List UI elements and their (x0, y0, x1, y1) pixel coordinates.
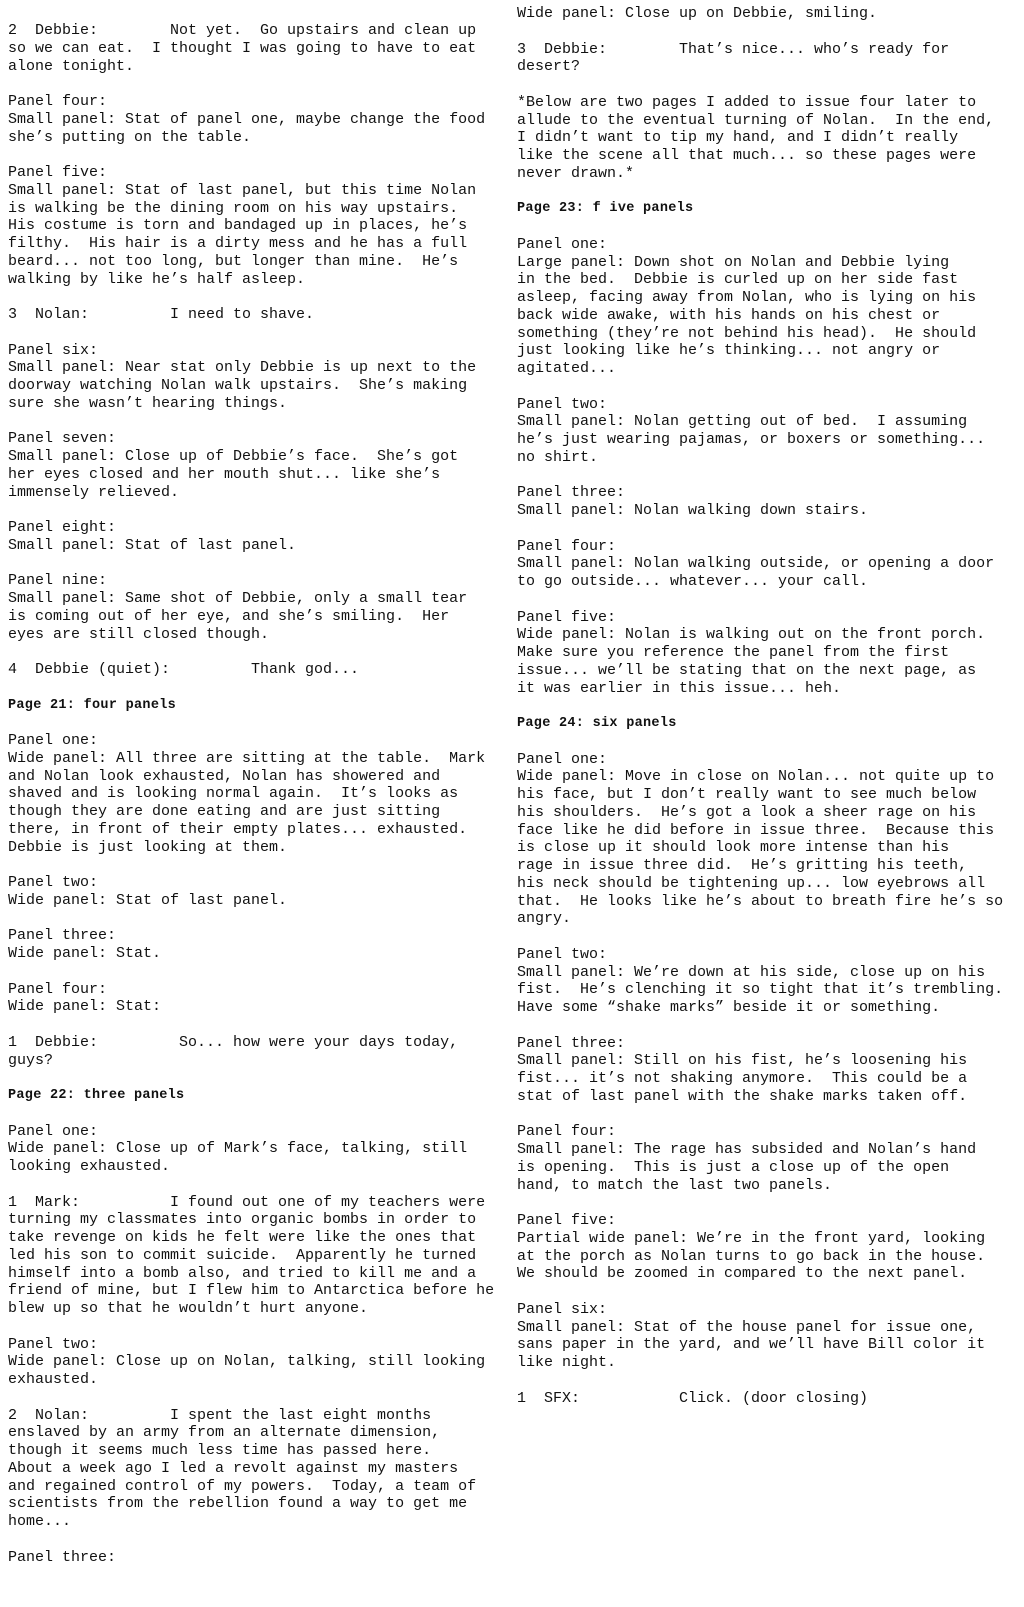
script-column-left (8, 22, 508, 1566)
script-line: there, in front of their empty plates... exhausted. (8, 820, 468, 838)
script-line: Wide panel: Stat of last panel. (8, 891, 288, 909)
blank-line (8, 555, 508, 573)
script-line: himself into a bomb also, and tried to kill me and a (8, 1264, 477, 1282)
script-line: face like he did before in issue three. Because this (517, 821, 995, 839)
dialogue-line: 2 Nolan: I spent the last eight months (8, 1406, 432, 1424)
script-line: his face, but I don’t really want to see much below (517, 786, 977, 803)
script-line: Wide panel: Close up on Debbie, smiling. (517, 5, 878, 22)
script-line: Small panel: Close up of Debbie’s face. She’s got (8, 448, 459, 465)
script-line: alone tonight. (8, 57, 135, 75)
script-line: that. He looks like he’s about to breath fire he’s so (517, 892, 1004, 910)
panel-heading: Panel three: (8, 1548, 117, 1566)
script-line: his shoulders. He’s got a look a sheer rage on his (517, 803, 977, 821)
panel-heading: Panel two: (517, 395, 608, 413)
dialogue-line: 3 Nolan: I need to shave. (8, 306, 315, 323)
blank-line (517, 183, 1017, 201)
panel-heading: Panel four: (8, 980, 108, 998)
panel-heading: Panel nine: (8, 572, 108, 590)
script-line: Debbie is just looking at them. (8, 838, 288, 856)
page-heading: Page 23: f ive panels (517, 201, 694, 217)
blank-line (517, 1106, 1017, 1124)
script-line: Small panel: Nolan getting out of bed. I assuming (517, 413, 968, 431)
script-line: though they are done eating and are just sitting (8, 803, 441, 820)
dialogue-line: 4 Debbie (quiet): Thank god... (8, 661, 360, 678)
blank-line (8, 501, 508, 519)
script-line: issue... we’ll be stating that on the next page, as (517, 661, 977, 679)
script-line: angry. (517, 910, 572, 928)
script-line: Have some “shake marks” beside it or something. (517, 999, 941, 1016)
script-line: it was earlier in this issue... heh. (517, 679, 842, 697)
blank-line (517, 467, 1017, 485)
panel-heading: Panel one: (517, 750, 608, 768)
blank-line (8, 146, 508, 164)
script-line: Small panel: Stat of last panel, but this time Nolan (8, 181, 477, 199)
script-line: Small panel: Nolan walking outside, or opening a door (517, 555, 995, 573)
blank-line (8, 75, 508, 93)
dialogue-line: 2 Debbie: Not yet. Go upstairs and clean up (8, 22, 477, 39)
script-line: Small panel: Nolan walking down stairs. (517, 502, 869, 519)
script-line: Wide panel: All three are sitting at the table. Mark (8, 749, 486, 767)
script-line: just looking like he’s thinking... not angry or (517, 342, 941, 360)
script-line: is walking be the dining room on his way upstairs. (8, 199, 459, 217)
panel-heading: Panel six: (8, 341, 99, 359)
script-line: Wide panel: Move in close on Nolan... not quite up to (517, 768, 995, 786)
script-line: guys? (8, 1051, 54, 1069)
script-line: Wide panel: Close up of Mark’s face, talking, still (8, 1140, 468, 1158)
blank-line (8, 1016, 508, 1034)
panel-heading: Panel six: (517, 1300, 608, 1318)
panel-heading: Panel one: (517, 235, 608, 253)
script-line: his neck should be tightening up... low eyebrows all (517, 874, 986, 892)
panel-heading: Panel seven: (8, 430, 117, 448)
blank-line (8, 910, 508, 928)
script-line: Wide panel: Close up on Nolan, talking, still looking (8, 1353, 486, 1371)
script-line: exhausted. (8, 1371, 99, 1388)
script-line: sans paper in the yard, and we’ll have Bill color it (517, 1336, 986, 1354)
blank-line (517, 378, 1017, 396)
page-heading: Page 24: six panels (517, 716, 677, 731)
panel-heading: Panel two: (8, 1335, 99, 1353)
script-line: We should be zoomed in compared to the next panel. (517, 1265, 968, 1283)
blank-line (517, 733, 1017, 751)
script-line: like the scene all that much... so these pages were (517, 147, 977, 164)
script-line: fist... it’s not shaking anymore. This could be a (517, 1070, 968, 1087)
blank-line (517, 23, 1017, 41)
script-line: Small panel: Stat of the house panel for issue one, (517, 1318, 977, 1336)
script-line: home... (8, 1513, 72, 1530)
blank-line (8, 413, 508, 431)
script-line: in the bed. Debbie is curled up on her side fast (517, 271, 959, 289)
script-line: Small panel: Stat of panel one, maybe change the food (8, 110, 486, 128)
panel-heading: Panel five: (8, 164, 108, 181)
script-line: Large panel: Down shot on Nolan and Debbie lying (517, 253, 950, 271)
script-line: like night. (517, 1354, 617, 1371)
script-line: Wide panel: Stat. (8, 945, 162, 962)
script-line: Small panel: Still on his fist, he’s loosening his (517, 1052, 968, 1070)
blank-line (8, 288, 508, 306)
dialogue-line: 1 Mark: I found out one of my teachers were (8, 1193, 486, 1211)
script-line: doorway watching Nolan walk upstairs. She’s making (8, 377, 468, 394)
panel-heading: Panel five: (517, 1212, 617, 1229)
blank-line (517, 1372, 1017, 1390)
script-line: and regained control of my powers. Today, a team of (8, 1477, 477, 1495)
dialogue-line: 1 Debbie: So... how were your days today, (8, 1033, 459, 1051)
blank-line (517, 591, 1017, 609)
script-line: shaved and is looking normal again. It’s looks as (8, 785, 459, 803)
blank-line (8, 963, 508, 981)
script-line: walking by like he’s half asleep. (8, 270, 306, 288)
script-line: never drawn.* (517, 164, 635, 182)
script-line: agitated... (517, 360, 617, 377)
blank-line (8, 1176, 508, 1194)
script-line: Small panel: Near stat only Debbie is up next to the (8, 359, 477, 377)
script-line: eyes are still closed though. (8, 625, 270, 643)
script-line: fist. He’s clenching it so tight that it’s trembling. (517, 981, 1004, 999)
blank-line (8, 1389, 508, 1407)
script-line: I didn’t want to tip my hand, and I didn’t really (517, 129, 959, 147)
page-heading: Page 21: four panels (8, 697, 177, 713)
blank-line (8, 714, 508, 732)
script-line: back wide awake, with his hands on his chest or (517, 306, 941, 324)
blank-line (8, 324, 508, 342)
blank-line (8, 1105, 508, 1123)
script-line: hand, to match the last two panels. (517, 1176, 833, 1194)
script-line: Make sure you reference the panel from the first (517, 644, 950, 661)
blank-line (517, 520, 1017, 538)
script-line: About a week ago I led a revolt against my masters (8, 1459, 459, 1477)
script-line: sure she wasn’t hearing things. (8, 394, 288, 412)
script-line: asleep, facing away from Nolan, who is lying on his (517, 289, 977, 306)
script-line: Small panel: The rage has subsided and Nolan’s hand (517, 1141, 977, 1158)
script-line: enslaved by an army from an alternate dimension, (8, 1424, 441, 1442)
blank-line (517, 76, 1017, 94)
blank-line (8, 1069, 508, 1087)
page-heading: Page 22: three panels (8, 1088, 185, 1103)
script-line: Partial wide panel: We’re in the front yard, looking (517, 1229, 986, 1247)
script-line: *Below are two pages I added to issue four later to (517, 93, 977, 111)
panel-heading: Panel one: (8, 1122, 99, 1140)
script-line: blew up so that he wouldn’t hurt anyone. (8, 1300, 369, 1317)
script-line: led his son to commit suicide. Apparently he turned (8, 1246, 477, 1264)
panel-heading: Panel three: (517, 484, 626, 502)
script-line: take revenge on kids he felt were like the ones that (8, 1229, 477, 1246)
script-line: looking exhausted. (8, 1158, 171, 1175)
dialogue-line: 1 SFX: Click. (door closing) (517, 1389, 869, 1407)
script-line: she’s putting on the table. (8, 128, 252, 146)
script-line: His costume is torn and bandaged up in places, he’s (8, 217, 468, 235)
script-line: is close up it should look more intense than his (517, 839, 950, 857)
blank-line (517, 1283, 1017, 1301)
script-line: turning my classmates into organic bombs in order to (8, 1211, 477, 1229)
script-line: immensely relieved. (8, 483, 180, 501)
blank-line (8, 643, 508, 661)
script-line: her eyes closed and her mouth shut... like she’s (8, 465, 441, 483)
panel-heading: Panel three: (8, 927, 117, 945)
panel-heading: Panel four: (517, 537, 617, 555)
blank-line (517, 697, 1017, 715)
panel-heading: Panel two: (8, 874, 99, 891)
script-line: is coming out of her eye, and she’s smiling. Her (8, 607, 450, 625)
script-line: allude to the eventual turning of Nolan. In the end, (517, 111, 995, 129)
blank-line (8, 1531, 508, 1549)
blank-line (8, 856, 508, 874)
blank-line (517, 1194, 1017, 1212)
panel-heading: Panel eight: (8, 519, 117, 536)
script-line: Small panel: Same shot of Debbie, only a small tear (8, 590, 468, 607)
script-line: is opening. This is just a close up of the open (517, 1158, 950, 1176)
script-line: scientists from the rebellion found a way to get me (8, 1495, 468, 1513)
script-line: friend of mine, but I flew him to Antarctica before he (8, 1282, 495, 1300)
script-line: and Nolan look exhausted, Nolan has showered and (8, 767, 441, 785)
script-line: to go outside... whatever... your call. (517, 573, 869, 590)
script-line: Wide panel: Nolan is walking out on the front porch. (517, 626, 986, 644)
script-line: though it seems much less time has passed here. (8, 1442, 432, 1459)
panel-heading: Panel five: (517, 608, 617, 626)
dialogue-line: 3 Debbie: That’s nice... who’s ready for (517, 40, 950, 58)
script-line: at the porch as Nolan turns to go back in the house. (517, 1247, 986, 1265)
script-line: Small panel: Stat of last panel. (8, 536, 297, 554)
script-line: desert? (517, 58, 581, 76)
script-line: so we can eat. I thought I was going to have to eat (8, 39, 477, 57)
script-line: Wide panel: Stat: (8, 998, 162, 1016)
panel-heading: Panel two: (517, 945, 608, 963)
panel-heading: Panel four: (8, 93, 108, 110)
script-line: beard... not too long, but longer than mine. He’s (8, 252, 459, 270)
panel-heading: Panel four: (517, 1123, 617, 1141)
script-line: stat of last panel with the shake marks taken off. (517, 1087, 968, 1105)
blank-line (517, 928, 1017, 946)
blank-line (517, 1017, 1017, 1035)
script-line: something (they’re not behind his head). He should (517, 324, 977, 342)
script-line: no shirt. (517, 448, 599, 466)
script-line: he’s just wearing pajamas, or boxers or something... (517, 431, 986, 448)
panel-heading: Panel three: (517, 1034, 626, 1052)
blank-line (8, 679, 508, 697)
script-line: rage in issue three did. He’s gritting his teeth, (517, 857, 968, 874)
panel-heading: Panel one: (8, 732, 99, 749)
script-line: Small panel: We’re down at his side, close up on his (517, 963, 986, 981)
script-line: filthy. His hair is a dirty mess and he has a full (8, 235, 468, 252)
script-column-right (517, 5, 1017, 1407)
blank-line (8, 1318, 508, 1336)
blank-line (517, 218, 1017, 236)
